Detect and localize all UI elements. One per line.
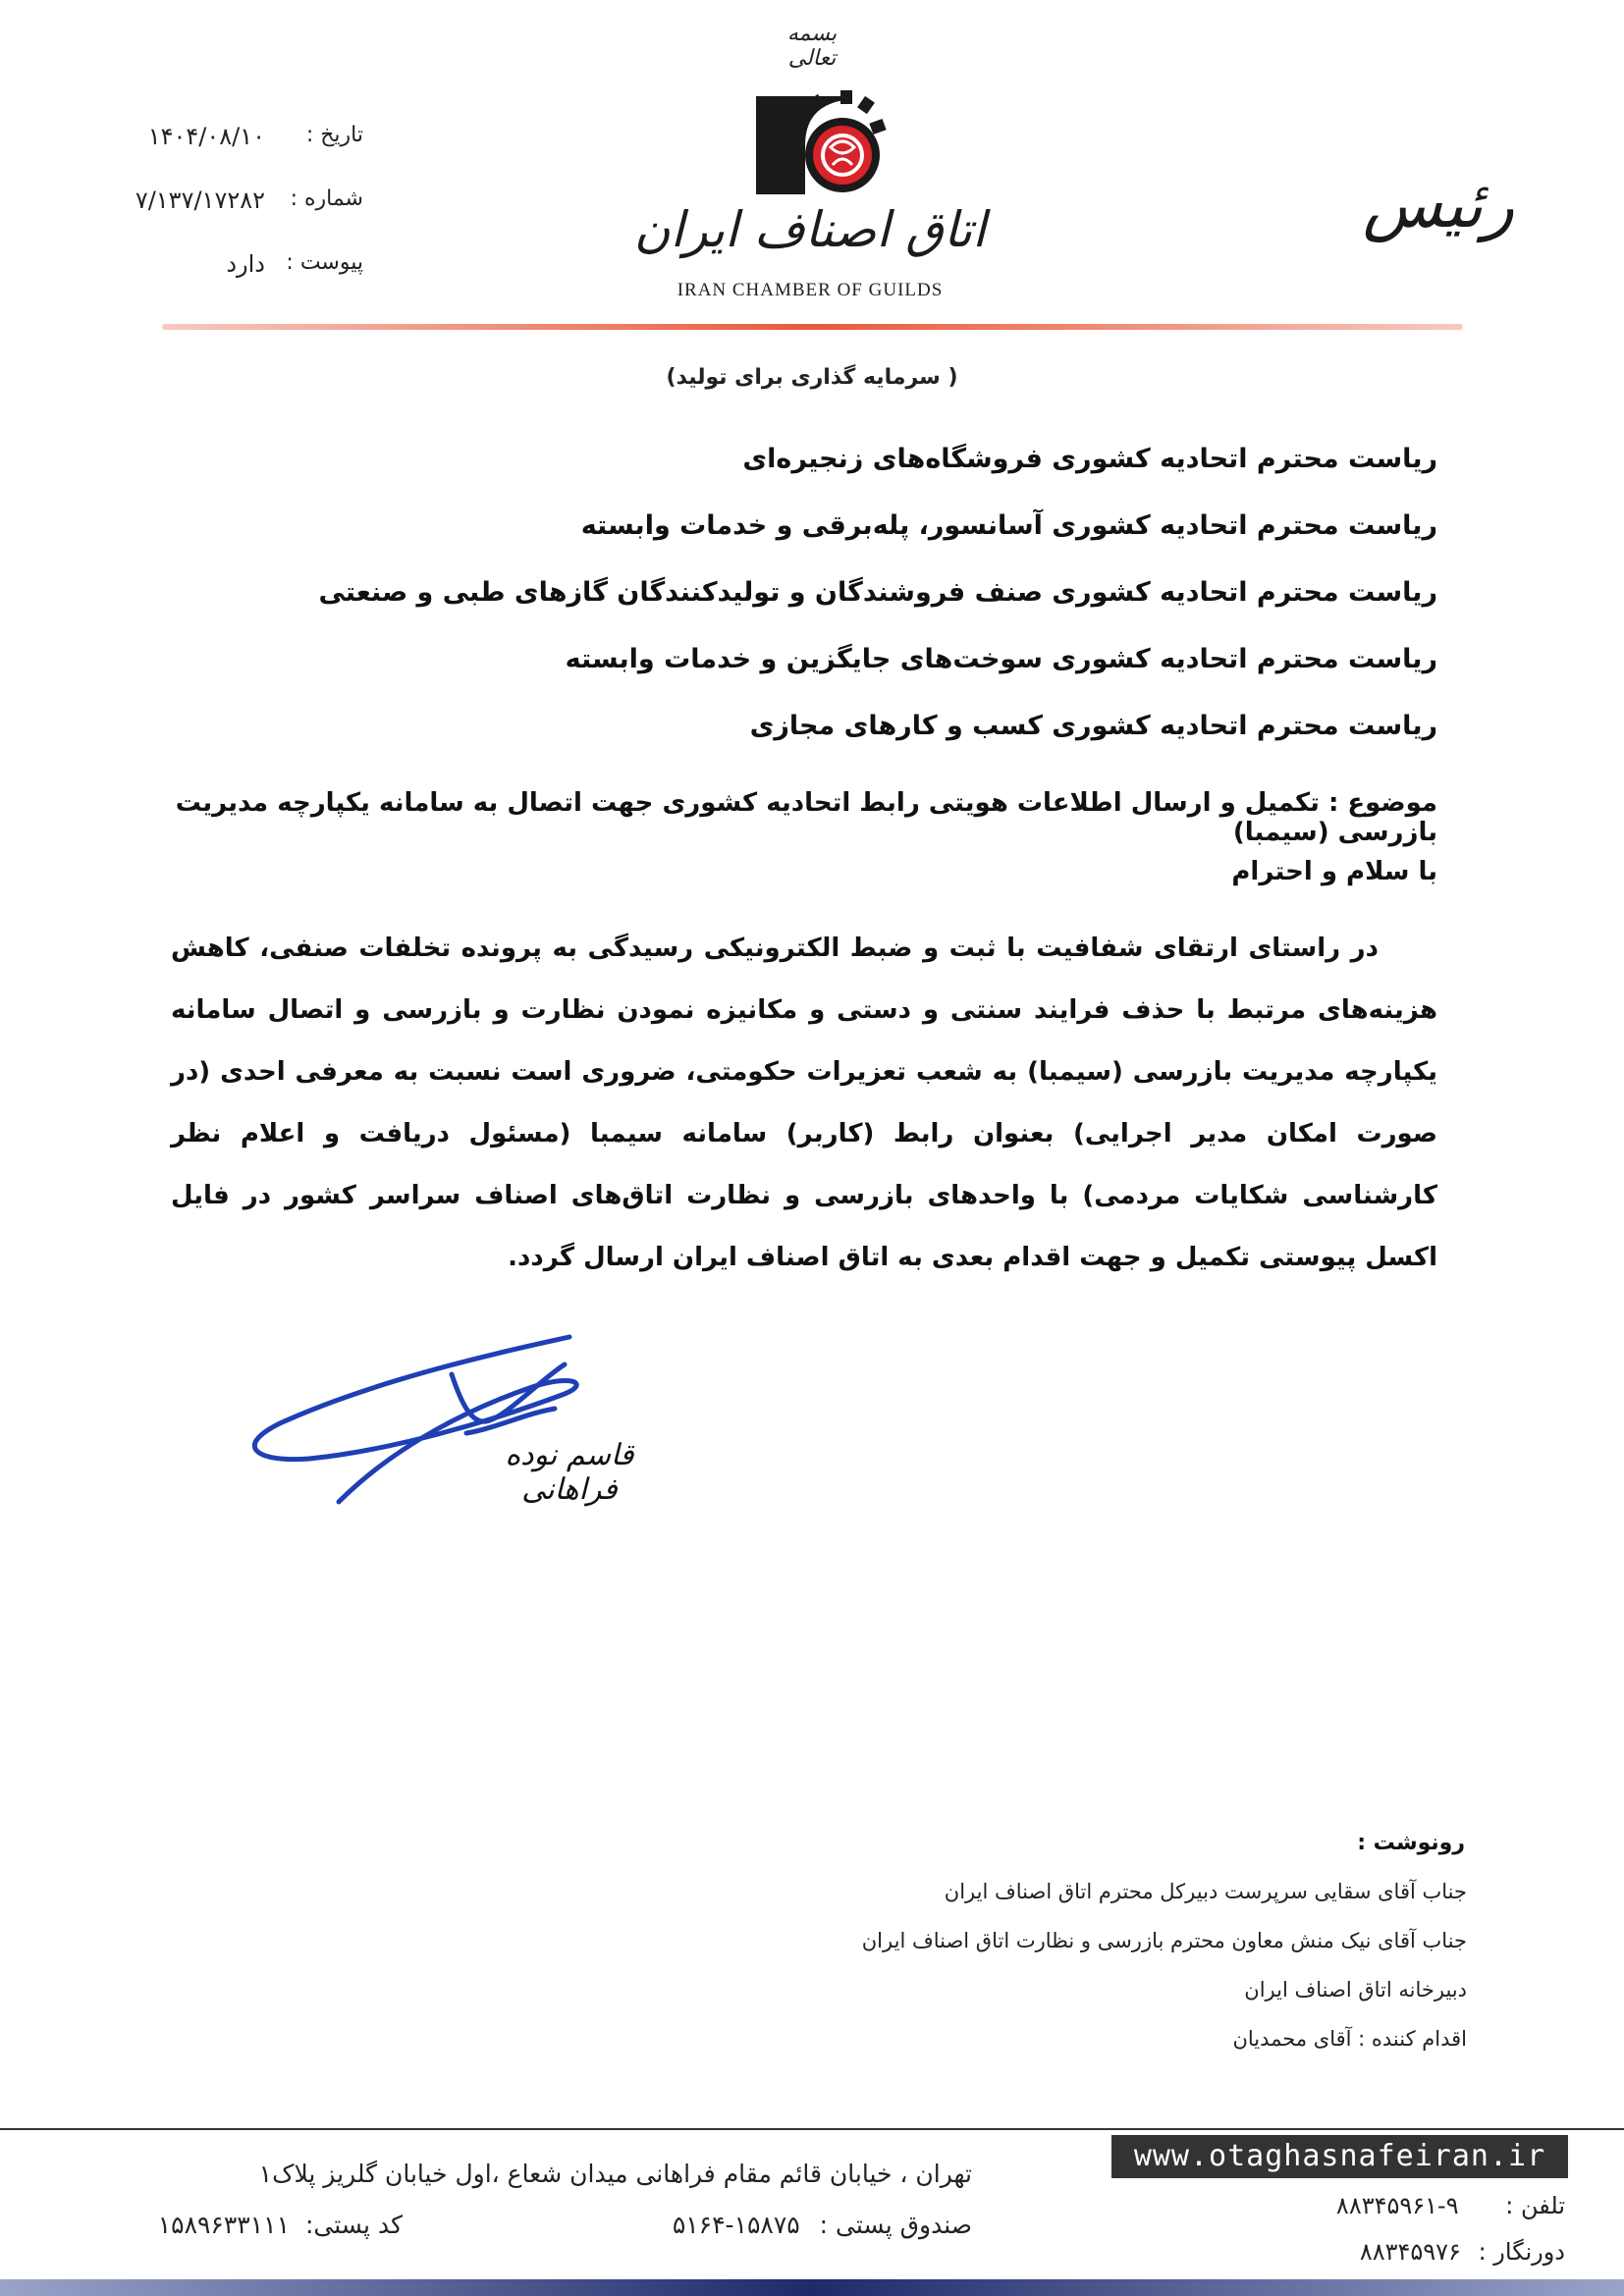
number-label: شماره : [290, 187, 363, 211]
date-value: ۱۴۰۴/۰۸/۱۰ [147, 123, 265, 150]
number-value: ۷/۱۳۷/۱۷۲۸۲ [135, 187, 265, 214]
letter-number [98, 187, 363, 220]
signer-name: قاسم نوده فراهانی [505, 1438, 634, 1507]
attachment-value: دارد [226, 250, 265, 278]
guild-chamber-logo [746, 86, 893, 204]
postal-code-value: ۱۵۸۹۶۳۳۱۱۱ [157, 2211, 290, 2239]
postal-code-label: کد پستی: [304, 2211, 403, 2239]
footer-band [0, 2279, 1624, 2296]
attachment-label: پیوست : [286, 250, 363, 275]
phone-label: تلفن : [1505, 2192, 1565, 2219]
recipient-line: ریاست محترم اتحادیه کشوری فروشگاه‌های زنجیره‌ای [742, 444, 1437, 474]
letter-greeting: با سلام و احترام [1231, 857, 1437, 886]
cc-item: اقدام کننده : آقای محمدیان [1232, 2027, 1467, 2051]
po-box-label: صندوق پستی : [819, 2211, 972, 2239]
cc-item: دبیرخانه اتاق اصناف ایران [1244, 1978, 1467, 2002]
phone [1204, 2192, 1565, 2219]
website-link[interactable]: www.otaghasnafeiran.ir [1111, 2135, 1568, 2178]
date-label: تاریخ : [305, 123, 363, 147]
postal-code [158, 2211, 403, 2239]
cc-title: رونوشت : [1357, 1831, 1465, 1855]
cc-item: جناب آقای نیک منش معاون محترم بازرسی و نظارت اتاق اصناف ایران [861, 1929, 1467, 1952]
letter-date [98, 123, 363, 156]
org-name-english: IRAN CHAMBER OF GUILDS [677, 280, 944, 300]
phone-value: ۸۸۳۴۵۹۶۱-۹ [1335, 2192, 1459, 2219]
org-name-persian: اتاق اصناف ایران [633, 201, 987, 258]
slogan: ( سرمایه گذاری برای تولید) [666, 365, 958, 390]
fax-value: ۸۸۳۴۵۹۷۶ [1359, 2238, 1461, 2266]
recipient-line: ریاست محترم اتحادیه کشوری کسب و کارهای مجازی [749, 711, 1437, 741]
fax-label: دورنگار : [1478, 2238, 1565, 2266]
letter-body: در راستای ارتقای شفافیت با ثبت و ضبط الکترونیکی رسیدگی به پرونده تخلفات صنفی، کاهش هزینه‌های مرتبط با حذف فرایند سنتی و دستی و مکانیزه نمودن نظارت و بازرسی و اتصال سامانه یکپارچه مدیریت بازرسی (سیمبا) به شعب تعزیرات حکومتی، ضروری است نسبت به معرفی احدی (در صورت امکان مدیر اجرایی) بعنوان رابط (کاربر) سامانه سیمبا (مسئول دریافت و اعلام نظر کارشناسی شکایات مردمی) با واحدهای بازرسی و نظارت اتاق‌های اصناف سراسر کشور در فایل اکسل پیوستی تکمیل و جهت اقدام بعدی به اتاق اصناف ایران ارسال گردد. [171, 934, 1437, 1272]
recipient-line: ریاست محترم اتحادیه کشوری آسانسور، پله‌برقی و خدمات وابسته [580, 510, 1437, 541]
bismillah-header: بسمه تعالی [786, 22, 838, 71]
fax [1206, 2238, 1565, 2266]
president-title: رئیس [1362, 167, 1515, 242]
header-divider [162, 324, 1463, 330]
footer-address: تهران ، خیابان قائم مقام فراهانی میدان شعاع ،اول خیابان گلریز پلاک۱ [258, 2160, 972, 2188]
po-box [673, 2211, 972, 2239]
recipient-line: ریاست محترم اتحادیه کشوری صنف فروشندگان و تولیدکنندگان گازهای طبی و صنعتی [318, 577, 1437, 608]
cc-item: جناب آقای سقایی سرپرست دبیرکل محترم اتاق اصناف ایران [944, 1880, 1467, 1903]
po-box-value: ۱۵۸۷۵-۵۱۶۴ [672, 2211, 800, 2239]
footer-divider [0, 2128, 1624, 2130]
recipient-line: ریاست محترم اتحادیه کشوری سوخت‌های جایگزین و خدمات وابسته [565, 644, 1437, 674]
letter-subject: موضوع : تکمیل و ارسال اطلاعات هویتی رابط اتحادیه کشوری جهت اتصال به سامانه یکپارچه مدیریت بازرسی (سیمبا) [175, 788, 1437, 847]
letter-attachment [98, 250, 363, 284]
